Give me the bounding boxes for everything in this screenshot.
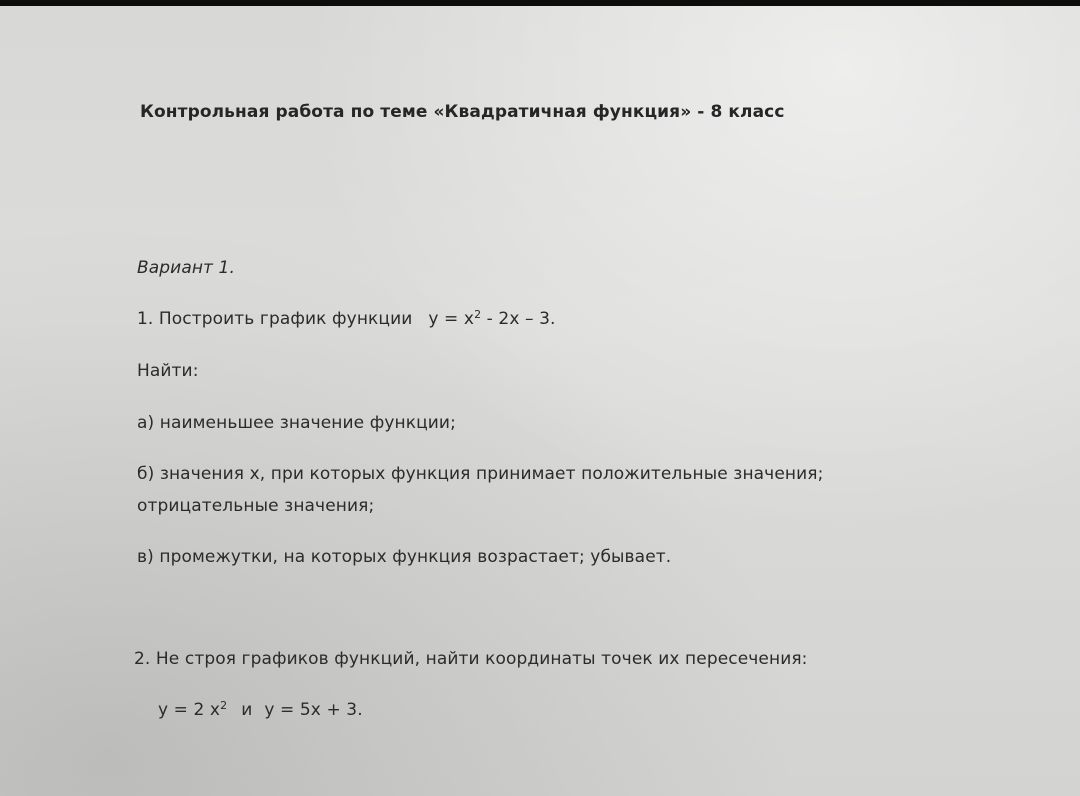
task-1-text: 1. Построить график функции [137,309,413,329]
item-a: а) наименьшее значение функции; [137,413,456,433]
task-2: 2. Не строя графиков функций, найти координаты точек их пересечения: [134,649,808,669]
variant-label: Вариант 1. [137,258,235,278]
task-1-formula: $y = x^2 - 2x - 3$. [428,308,556,329]
item-b-line-1: б) значения х, при которых функция принимает положительные значения; [137,464,824,484]
paper-sheet [0,6,1080,796]
task-2-equations [158,700,363,720]
item-b-line-2: отрицательные значения; [137,496,375,516]
find-label: Найти: [137,361,199,381]
item-c: в) промежутки, на которых функция возрастает; убывает. [137,547,672,567]
equation-2: y = 5x + 3. [264,700,363,720]
task-1 [137,309,556,329]
document-title: Контрольная работа по теме «Квадратичная функция» - 8 класс [140,102,785,122]
conjunction: и [241,700,253,720]
equation-1: y = 2 $x^2$ [158,699,228,720]
